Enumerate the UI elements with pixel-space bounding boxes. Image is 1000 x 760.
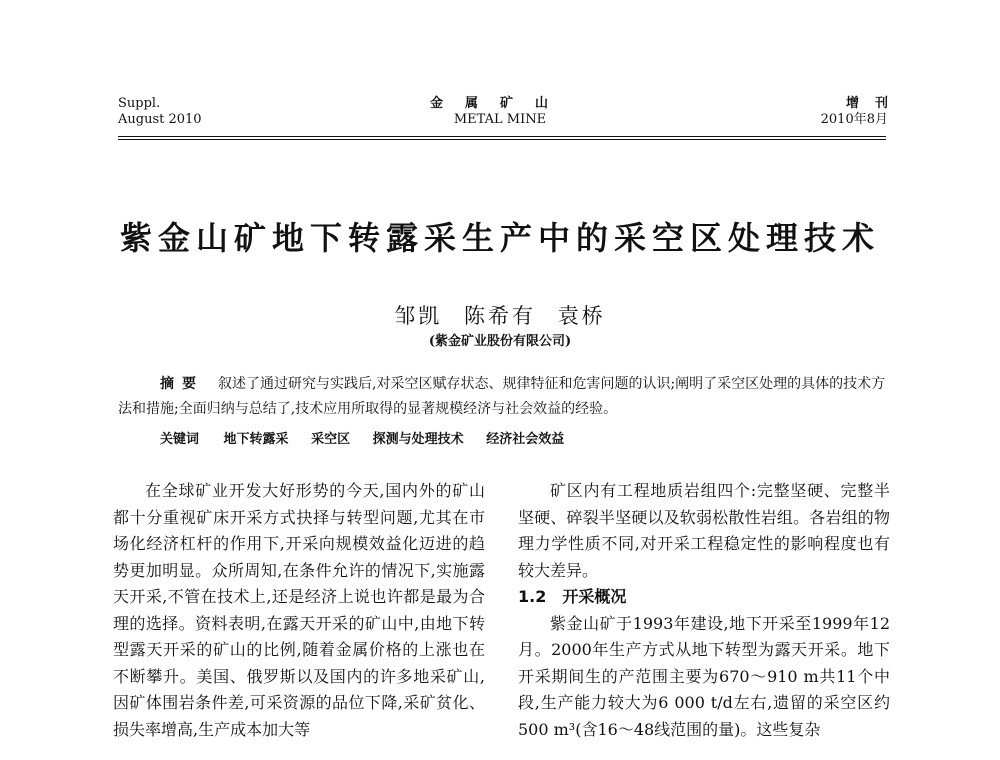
author-name: 邹凯 <box>394 304 443 328</box>
keywords-label: 关键词 <box>160 432 200 447</box>
keyword: 采空区 <box>311 432 351 447</box>
keywords <box>160 428 582 447</box>
journal-issue-info-zh <box>820 96 904 128</box>
body-paragraph: 紫金山矿于1993年建设,地下开采至1999年12月。2000年生产方式从地下转型为露天开采。地下开采期间生的产范围主要为670～910 m共11个中段,生产能力较大为6 000 t/d左右,遗留的采空区约500 m³(含16～48线范围的量)。这些复杂 <box>518 613 890 739</box>
keyword: 探测与处理技术 <box>372 432 464 447</box>
paper-title: 紫金山矿地下转露采生产中的采空区处理技术 <box>119 219 880 257</box>
issue-date-zh: 2010年8月 <box>820 112 888 127</box>
author-list <box>0 300 1000 330</box>
body-column-left <box>113 478 485 743</box>
body-paragraph: 在全球矿业开发大好形势的今天,国内外的矿山都十分重视矿床开采方式抉择与转型问题,尤其在市场化经济杠杆的作用下,开采向规模效益化迈进的趋势更加明显。众所周知,在条件允许的情况下,实施露天开采,不管在技术上,还是经济上说也许都是最为合理的选择。资料表明,在露天开采的矿山中,由地下转型露天开采的矿山的比例,随着金属价格的上涨也在不断攀升。美国、俄罗斯以及国内的许多地采矿山,因矿体围岩条件差,可采资源的品位下降,采矿贫化、损失率增高,生产成本加大等 <box>113 481 485 739</box>
issue-type-zh: 增刊 <box>845 96 904 111</box>
abstract <box>118 372 888 422</box>
issue-date-en: August 2010 <box>118 112 202 127</box>
author-affiliation: (紫金矿业股份有限公司) <box>428 334 572 349</box>
keyword: 经济社会效益 <box>486 432 565 447</box>
header-rule-bottom <box>118 139 886 140</box>
journal-name-zh: 金属矿山 <box>429 96 570 111</box>
author-name: 袁桥 <box>557 304 606 328</box>
abstract-label: 摘要 <box>160 376 204 392</box>
journal-name-en: METAL MINE <box>453 112 547 127</box>
body-paragraph: 矿区内有工程地质岩组四个:完整坚硬、完整半坚硬、碎裂半坚硬以及软弱松散性岩组。各岩组的物理力学性质不同,对开采工程稳定性的影响程度也有较大差异。 <box>518 481 890 580</box>
abstract-text: 叙述了通过研究与实践后,对采空区赋存状态、规律特征和危害问题的认识;阐明了采空区处理的具体的技术方法和措施;全面归纳与总结了,技术应用所取得的显著规模经济与社会效益的经验。 <box>118 376 886 417</box>
keyword: 地下转露采 <box>223 432 289 447</box>
body-column-right <box>518 478 890 743</box>
issue-type-en: Suppl. <box>118 96 161 111</box>
header-rule-top <box>118 136 886 137</box>
section-heading: 1.2 开采概况 <box>518 587 627 606</box>
author-name: 陈希有 <box>464 304 536 328</box>
